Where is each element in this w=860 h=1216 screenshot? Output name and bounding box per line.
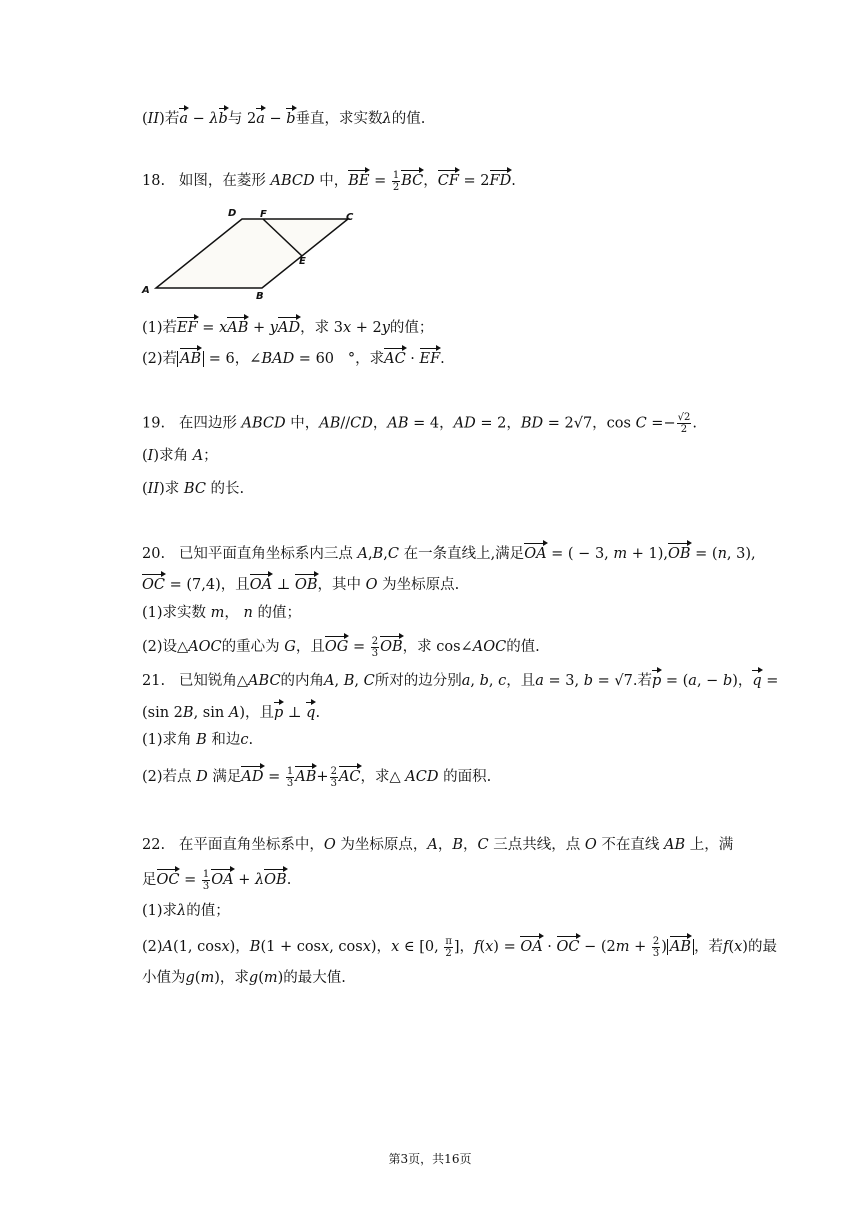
q22-stem-line2: 足OC = $\frac{1}{3}$ OA + λOB. [142, 868, 292, 892]
q19-part2: (II)求 BC 的长. [142, 481, 245, 497]
label-A: A [142, 285, 150, 296]
q18-part2: (2)若 AB = 6，∠BAD = 60 °，求AC · EF. [142, 346, 445, 369]
label-E: E [299, 256, 306, 267]
q17-part2-before: 若 [164, 111, 180, 127]
q20-stem-line1: 20. 已知平面直角坐标系内三点 A,B,C 在一条直线上,满足OA = ( − 3, m + 1),OB = (n, 3), [142, 541, 756, 564]
q21-part2: (2)若点 D 满足AD = $\frac{1}{3}$ AB+ $\frac{2}{3}$ AC，求△ ACD 的面积. [142, 765, 492, 789]
q20-part1: (1)求实数 m， n 的值； [142, 605, 301, 621]
q22-stem-line1: 22. 在平面直角坐标系中，O 为坐标原点，A，B，C 三点共线，点 O 不在直线 AB 上，满 [142, 837, 734, 853]
label-F: F [260, 209, 267, 220]
q18-rhombus-figure [136, 202, 366, 302]
q18-stem: 18. 如图，在菱形 ABCD 中，BE = $\frac{1}{2}$ BC，CF = 2FD. [142, 169, 516, 193]
q20-part2: (2)设△AOC的重心为 G，且OG = $\frac{2}{3}$ OB，求 cos∠AOC的值. [142, 635, 540, 659]
q21-part1: (1)求角 B 和边c. [142, 732, 254, 748]
q18-part1: (1)若EF = xAB + yAD，求 3x + 2y的值； [142, 315, 433, 338]
q17-part2-mid: 与 [227, 111, 243, 127]
q21-stem-line1: 21. 已知锐角△ABC的内角A, B, C所对的边分别a, b, c，且a = 3, b = √7.若p = (a, − b)，q = [142, 668, 778, 691]
q22-part2-line2: 小值为g(m)，求g(m)的最大值. [142, 970, 346, 986]
q20-stem-line2: OC = (7,4)，且OA ⊥ OB，其中 O 为坐标原点. [142, 572, 459, 595]
q22-part1: (1)求λ的值； [142, 903, 230, 919]
q19-number: 19. [142, 415, 166, 432]
page-footer: 第3页，共16页 [388, 1152, 472, 1166]
q18-number: 18. [142, 173, 166, 189]
label-D: D [228, 208, 237, 219]
q19-stem: 19. 在四边形 ABCD 中，AB//CD，AB = 4，AD = 2，BD = 2√7，cos C =− $\frac{√2}{2}$ . [142, 412, 697, 435]
q21-number: 21. [142, 673, 166, 689]
q17-part2: (II)若a − λb与 2a − b垂直，求实数λ的值. [142, 106, 425, 129]
q22-number: 22. [142, 837, 166, 853]
q22-part2-line1: (2)A(1, cosx)，B(1 + cosx, cosx)，x ∈ [0, $\frac{\pi}{2}$ ]，f(x) = OA · OC − (2m + $\frac{2}{3}$ ) AB ，若f(x)的最 [142, 935, 777, 959]
rhombus-shape [156, 219, 348, 288]
label-C: C [346, 212, 354, 223]
label-B: B [256, 291, 264, 302]
q21-stem-line2: (sin 2B, sin A)，且p ⊥ q. [142, 700, 320, 723]
q19-part1: (I)求角 A； [142, 448, 218, 464]
q20-number: 20. [142, 546, 166, 562]
